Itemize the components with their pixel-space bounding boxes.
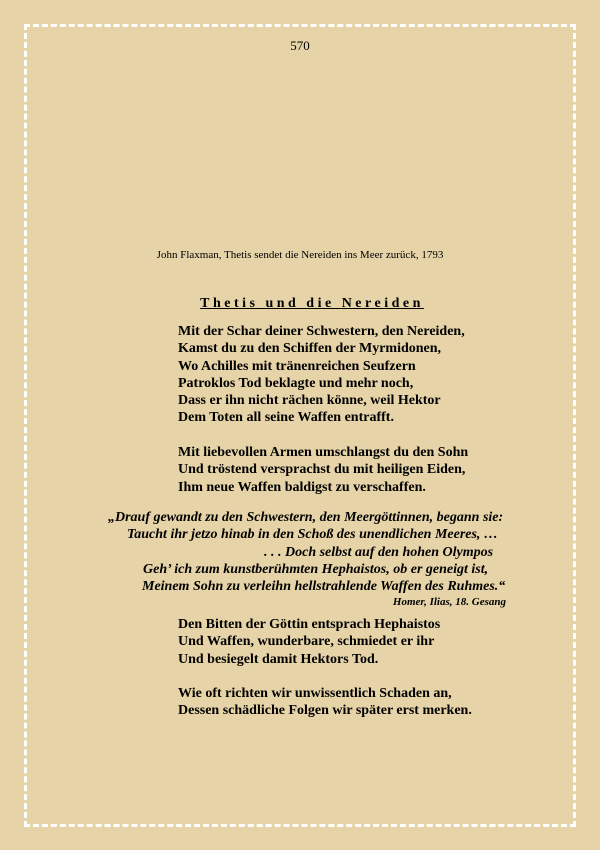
image-caption: John Flaxman, Thetis sendet die Nereiden ins Meer zurück, 1793 xyxy=(156,249,444,261)
stanza-5 xyxy=(178,685,472,720)
verse-line: Den Bitten der Göttin entsprach Hephaistos xyxy=(178,617,441,632)
page-number: 570 xyxy=(290,38,310,53)
verse-line: Ihm neue Waffen baldigst zu verschaffen. xyxy=(178,479,426,495)
verse-line: Dem Toten all seine Waffen entrafft. xyxy=(178,410,394,426)
quote-line: Meinem Sohn zu verleihn hellstrahlende Waffen des Ruhmes.“ xyxy=(142,579,506,595)
verse-line: Mit liebevollen Armen umschlangst du den Sohn xyxy=(178,445,469,460)
verse-line: Mit der Schar deiner Schwestern, den Nereiden, xyxy=(178,324,465,339)
quote-line: . . . Doch selbst auf den hohen Olympos xyxy=(264,544,494,560)
quote-line: Geh’ ich zum kunstberühmten Hephaistos, ob er geneigt ist, xyxy=(143,561,489,577)
stanza-2 xyxy=(178,444,468,496)
quote-source: Homer, Ilias, 18. Gesang xyxy=(392,596,506,609)
verse-line: Dass er ihn nicht rächen könne, weil Hektor xyxy=(178,393,441,409)
stanza-4 xyxy=(178,616,440,668)
verse-line: Wo Achilles mit tränenreichen Seufzern xyxy=(178,358,416,374)
poem-title: Thetis und die Nereiden xyxy=(200,296,424,311)
verse-line: Wie oft richten wir unwissentlich Schaden an, xyxy=(178,686,452,701)
verse-line: Kamst du zu den Schiffen der Myrmidonen, xyxy=(178,341,442,357)
stanza-1 xyxy=(178,323,465,427)
verse-line: Und Waffen, wunderbare, schmiedet er ihr xyxy=(178,634,435,650)
homer-quote xyxy=(100,509,512,610)
quote-line: Taucht ihr jetzo hinab in den Schoß des unendlichen Meeres, … xyxy=(127,527,498,543)
verse-line: Patroklos Tod beklagte und mehr noch, xyxy=(178,375,414,391)
verse-line: Und besiegelt damit Hektors Tod. xyxy=(178,651,379,667)
quote-line: „Drauf gewandt zu den Schwestern, den Meergöttinnen, begann sie: xyxy=(108,510,504,525)
verse-line: Dessen schädliche Folgen wir später erst merken. xyxy=(178,703,472,719)
verse-line: Und tröstend versprachst du mit heiligen Eiden, xyxy=(178,462,466,478)
